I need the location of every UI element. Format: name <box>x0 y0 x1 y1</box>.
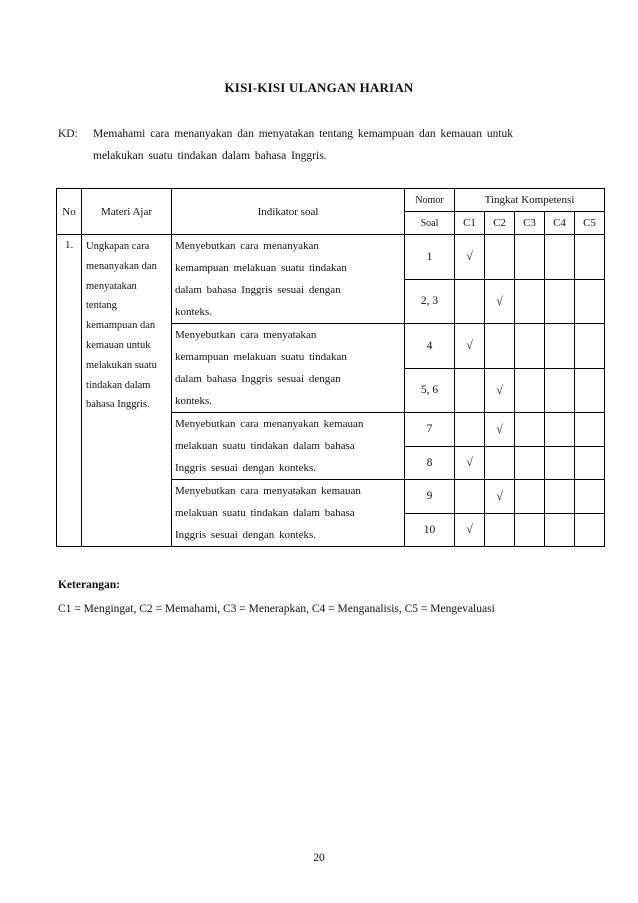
checkmark-icon: √ <box>466 522 473 537</box>
indikator-line: dalam bahasa Inggris sesuai dengan <box>175 373 341 385</box>
kd-label: KD: <box>58 128 78 140</box>
page-title: KISI-KISI ULANGAN HARIAN <box>224 80 414 95</box>
indikator-line: Menyebutkan cara menyatakan <box>175 329 317 341</box>
indikator-line: Inggris sesuai dengan konteks. <box>175 462 317 474</box>
level-c4-cell <box>545 413 575 447</box>
nomor-soal-cell: 9 <box>405 480 455 514</box>
materi-line: tindakan dalam <box>86 379 151 391</box>
level-c4-cell <box>545 480 575 514</box>
level-c3-cell <box>515 480 545 514</box>
level-c5-cell <box>575 446 605 480</box>
checkmark-icon: √ <box>496 293 503 308</box>
level-c2-cell <box>485 480 515 514</box>
indikator-cell <box>172 324 405 413</box>
header-nomor: Nomor <box>405 189 455 212</box>
indikator-line: Menyebutkan cara menyatakan kemauan <box>175 485 361 497</box>
page-number: 20 <box>313 852 325 864</box>
level-c2-cell <box>485 368 515 413</box>
header-indikator-soal: Indikator soal <box>172 189 405 235</box>
level-c2-cell <box>485 413 515 447</box>
level-c4-cell <box>545 446 575 480</box>
level-c2-cell <box>485 324 515 369</box>
indikator-line: konteks. <box>175 395 212 407</box>
level-c3-cell <box>515 368 545 413</box>
level-c3-cell <box>515 235 545 280</box>
level-c4-cell <box>545 324 575 369</box>
indikator-cell <box>172 413 405 480</box>
header-level-c3: C3 <box>515 212 545 235</box>
level-c1-cell <box>455 368 485 413</box>
level-c3-cell <box>515 513 545 547</box>
indikator-line: melakuan suatu tindakan dalam bahasa <box>175 507 355 519</box>
level-c1-cell <box>455 413 485 447</box>
level-c2-cell <box>485 513 515 547</box>
level-c3-cell <box>515 446 545 480</box>
indikator-cell <box>172 480 405 547</box>
level-c5-cell <box>575 368 605 413</box>
materi-line: menyatakan <box>86 280 137 292</box>
materi-line: melakukan suatu <box>86 359 157 371</box>
table-body <box>57 235 605 547</box>
indikator-line: Menyebutkan cara menanyakan <box>175 240 319 252</box>
header-level-c4: C4 <box>545 212 575 235</box>
nomor-soal-cell: 2, 3 <box>405 279 455 324</box>
kisi-kisi-table <box>56 188 605 547</box>
level-c2-cell <box>485 235 515 280</box>
materi-line: menanyakan dan <box>86 260 157 272</box>
level-c1-cell <box>455 480 485 514</box>
indikator-line: kemampuan melakuan suatu tindakan <box>175 262 347 274</box>
materi-ajar-cell <box>82 235 172 547</box>
kd-text-line-2: melakukan suatu tindakan dalam bahasa Inggris. <box>93 150 327 162</box>
level-c2-cell <box>485 279 515 324</box>
level-c3-cell <box>515 413 545 447</box>
level-c5-cell <box>575 413 605 447</box>
level-c1-cell <box>455 324 485 369</box>
header-tingkat-kompetensi: Tingkat Kompetensi <box>455 189 605 212</box>
nomor-soal-cell: 4 <box>405 324 455 369</box>
indikator-line: Menyebutkan cara menanyakan kemauan <box>175 418 364 430</box>
header-level-c1: C1 <box>455 212 485 235</box>
nomor-soal-cell: 5, 6 <box>405 368 455 413</box>
header-level-c5: C5 <box>575 212 605 235</box>
materi-line: bahasa Inggris. <box>86 399 150 411</box>
indikator-line: Inggris sesuai dengan konteks. <box>175 529 317 541</box>
checkmark-icon: √ <box>466 455 473 470</box>
checkmark-icon: √ <box>466 338 473 353</box>
level-c1-cell <box>455 235 485 280</box>
level-c4-cell <box>545 368 575 413</box>
checkmark-icon: √ <box>496 421 503 436</box>
level-c5-cell <box>575 480 605 514</box>
header-no: No <box>57 189 82 235</box>
header-level-c2: C2 <box>485 212 515 235</box>
checkmark-icon: √ <box>496 488 503 503</box>
level-c3-cell <box>515 324 545 369</box>
indikator-line: dalam bahasa Inggris sesuai dengan <box>175 284 341 296</box>
header-materi-ajar: Materi Ajar <box>82 189 172 235</box>
materi-line: Ungkapan cara <box>86 241 150 252</box>
level-c5-cell <box>575 513 605 547</box>
materi-line: tentang <box>86 300 117 312</box>
level-c5-cell <box>575 235 605 280</box>
level-c5-cell <box>575 279 605 324</box>
materi-line: kemampuan dan <box>86 320 156 332</box>
level-c5-cell <box>575 324 605 369</box>
checkmark-icon: √ <box>466 249 473 264</box>
level-c4-cell <box>545 513 575 547</box>
keterangan-title: Keterangan: <box>58 579 120 591</box>
indikator-line: konteks. <box>175 306 212 318</box>
level-c1-cell <box>455 279 485 324</box>
level-c1-cell <box>455 446 485 480</box>
materi-line: kemauan untuk <box>86 339 151 351</box>
nomor-soal-cell: 1 <box>405 235 455 280</box>
keterangan-text: C1 = Mengingat, C2 = Memahami, C3 = Menerapkan, C4 = Menganalisis, C5 = Mengevaluasi <box>58 603 495 615</box>
level-c4-cell <box>545 235 575 280</box>
indikator-cell <box>172 235 405 324</box>
checkmark-icon: √ <box>496 382 503 397</box>
header-soal: Soal <box>405 212 455 235</box>
level-c2-cell <box>485 446 515 480</box>
row-number: 1. <box>57 235 82 547</box>
nomor-soal-cell: 8 <box>405 446 455 480</box>
kd-text-line-1: Memahami cara menanyakan dan menyatakan tentang kemampuan dan kemauan untuk <box>93 128 514 140</box>
level-c4-cell <box>545 279 575 324</box>
level-c3-cell <box>515 279 545 324</box>
level-c1-cell <box>455 513 485 547</box>
table-row <box>57 235 605 280</box>
nomor-soal-cell: 10 <box>405 513 455 547</box>
indikator-line: kemampuan melakuan suatu tindakan <box>175 351 347 363</box>
indikator-line: melakuan suatu tindakan dalam bahasa <box>175 440 355 452</box>
nomor-soal-cell: 7 <box>405 413 455 447</box>
